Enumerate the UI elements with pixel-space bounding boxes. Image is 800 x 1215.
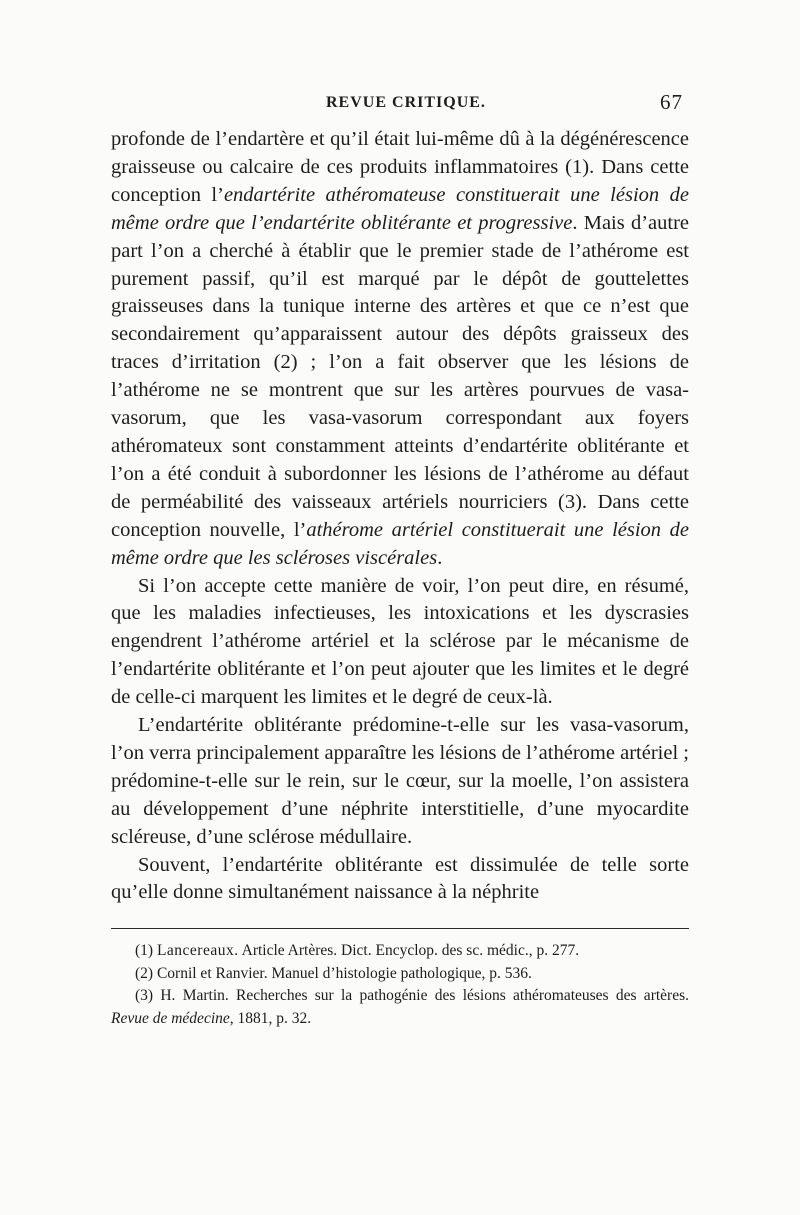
page-number: 67 [660, 90, 683, 114]
footnote-text: Article Artères. Dict. Encyclop. des sc. médic., p. 277. [238, 942, 580, 960]
paragraph-3 [111, 712, 689, 852]
footnote-rule [111, 928, 689, 929]
paragraph-text: Si l’on accepte cette manière de voir, l’on peut dire, en résumé, que les maladies infectieuses, les intoxications et les dyscrasies engendrent l’athérome artériel et la sclérose par le mécanisme de l’endartérite oblitérante et l’on peut ajouter que les limites et le degré de celle-ci marquent les limites et le degré de ceux-là. [111, 574, 689, 709]
footnote-2 [111, 963, 689, 986]
paragraph-2 [111, 573, 689, 713]
footnote-text: (3) H. Martin. Recherches sur la pathogénie des lésions athéromateuses des artères. [135, 987, 689, 1005]
footnote-text: , 1881, p. 32. [229, 1009, 312, 1027]
footnote-1 [111, 940, 689, 963]
footnote-text: (2) Cornil et Ranvier. Manuel d’histologie pathologique, p. 536. [135, 964, 532, 982]
body-text [111, 126, 689, 907]
journal-title: Revue de médecine [111, 1009, 230, 1027]
footnote-3 [111, 985, 689, 1030]
book-page [111, 92, 689, 1030]
paragraph-text: Souvent, l’endartérite oblitérante est dissimulée de telle sorte qu’elle donne simultanément naissance à la néphrite [111, 853, 689, 904]
footnote-author: Lancereaux. [156, 942, 239, 960]
paragraph-text: profonde de l’endartère et qu’il était lui-même dû à la dégénérescence graisseuse ou calcaire de ces produits inflammatoires (1). Dans cette conception l’ [111, 128, 689, 206]
footnotes [111, 940, 689, 1030]
italic-phrase: athérome artériel constituerait une lésion de même ordre que les scléroses viscérales [111, 518, 689, 569]
paragraph-4 [111, 852, 689, 908]
paragraph-text: . Mais d’autre part l’on a cherché à établir que le premier stade de l’athérome est purement passif, qu’il est marqué par le dépôt de gouttelettes graisseuses dans la tunique interne des artères et que ce n’est que secondairement qu’apparaissent autour des dépôts graisseux des traces d’irritation (2) ; l’on a fait observer que les lésions de l’athérome ne se montrent que sur les artères pourvues de vasa-vasorum, que les vasa-vasorum correspondant aux foyers athéromateux sont constamment atteints d’endartérite oblitérante et l’on a été conduit à subordonner les lésions de l’athérome au défaut de perméabilité des vaisseaux artériels nourriciers (3). Dans cette conception nouvelle, l’ [111, 211, 690, 541]
running-head [111, 92, 689, 126]
running-title: REVUE CRITIQUE. [326, 94, 486, 111]
italic-phrase: endartérite athéromateuse constituerait une lésion de même ordre que l’endartérite oblitérante et progressive [111, 183, 689, 234]
paragraph-1 [111, 126, 689, 573]
paragraph-text: . [437, 546, 443, 569]
footnote-text: (1) [135, 942, 157, 960]
paragraph-text: L’endartérite oblitérante prédomine-t-elle sur les vasa-vasorum, l’on verra principalement apparaître les lésions de l’athérome artériel ; prédomine-t-elle sur le rein, sur le cœur, sur la moelle, l’on assistera au développement d’une néphrite interstitielle, d’une myocardite scléreuse, d’une sclérose médullaire. [111, 714, 689, 848]
